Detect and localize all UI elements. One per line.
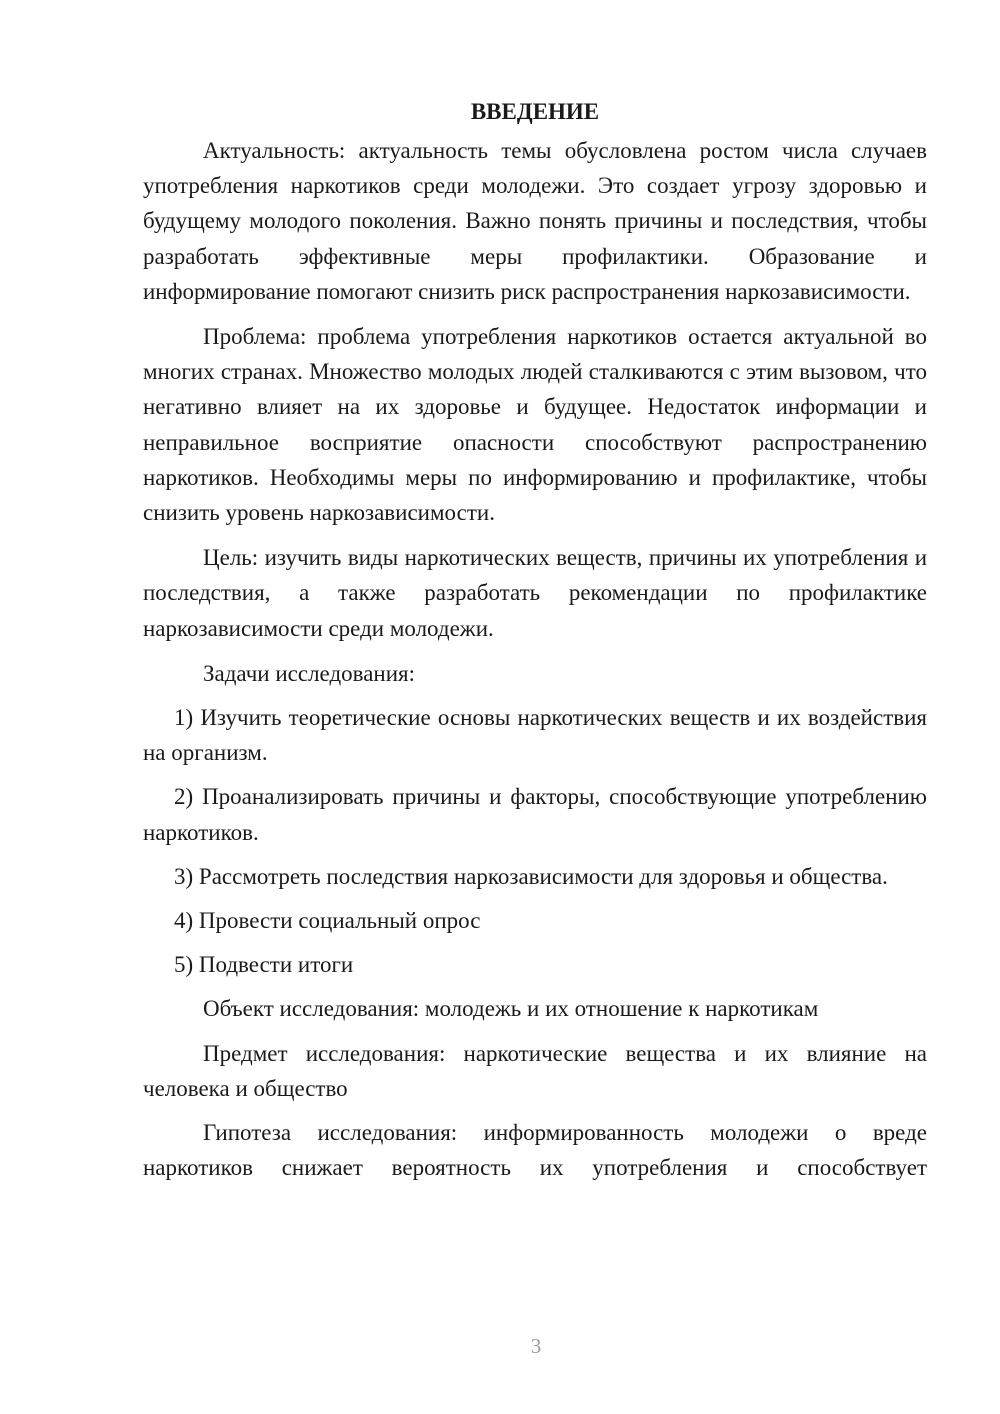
paragraph-subject: Предмет исследования: наркотические вещества и их влияние на человека и общество: [143, 1040, 927, 1101]
paragraph-goal: Цель: изучить виды наркотических веществ, причины их употребления и последствия, а также разработать рекомендации по профилактике наркозависимости среди молодежи.: [143, 545, 927, 641]
page-content: [143, 97, 927, 1185]
task-item-2: 2) Проанализировать причины и факторы, способствующие употреблению наркотиков.: [143, 784, 927, 845]
paragraph-object: Объект исследования: молодежь и их отношение к наркотикам: [203, 996, 819, 1022]
paragraph-hypothesis: Гипотеза исследования: информированность молодежи о вреде наркотиков снижает вероятность их употребления и способствует: [143, 1120, 927, 1181]
task-item-4: 4) Провести социальный опрос: [174, 908, 481, 934]
paragraph-problem: Проблема: проблема употребления наркотиков остается актуальной во многих странах. Множество молодых людей сталкиваются с этим вызовом, что негативно влияет на их здоровье и будущее. Недостаток информации и неправильное восприятие опасности способствуют распространению наркотиков. Необходимы меры по информированию и профилактике, чтобы снизить уровень наркозависимости.: [143, 324, 927, 526]
task-item-1: 1) Изучить теоретические основы наркотических веществ и их воздействия на организм.: [143, 705, 927, 766]
task-item-3: 3) Рассмотреть последствия наркозависимости для здоровья и общества.: [174, 863, 888, 889]
task-item-5: 5) Подвести итоги: [174, 952, 354, 978]
section-title: ВВЕДЕНИЕ: [470, 99, 600, 124]
paragraph-relevance: Актуальность: актуальность темы обусловлена ростом числа случаев употребления наркотиков среди молодежи. Это создает угрозу здоровью и будущему молодого поколения. Важно понять причины и последствия, чтобы разработать эффективные меры профилактики. Образование и информирование помогают снизить риск распространения наркозависимости.: [143, 138, 927, 304]
tasks-heading: Задачи исследования:: [203, 660, 416, 686]
page-number: 3: [530, 1334, 542, 1358]
